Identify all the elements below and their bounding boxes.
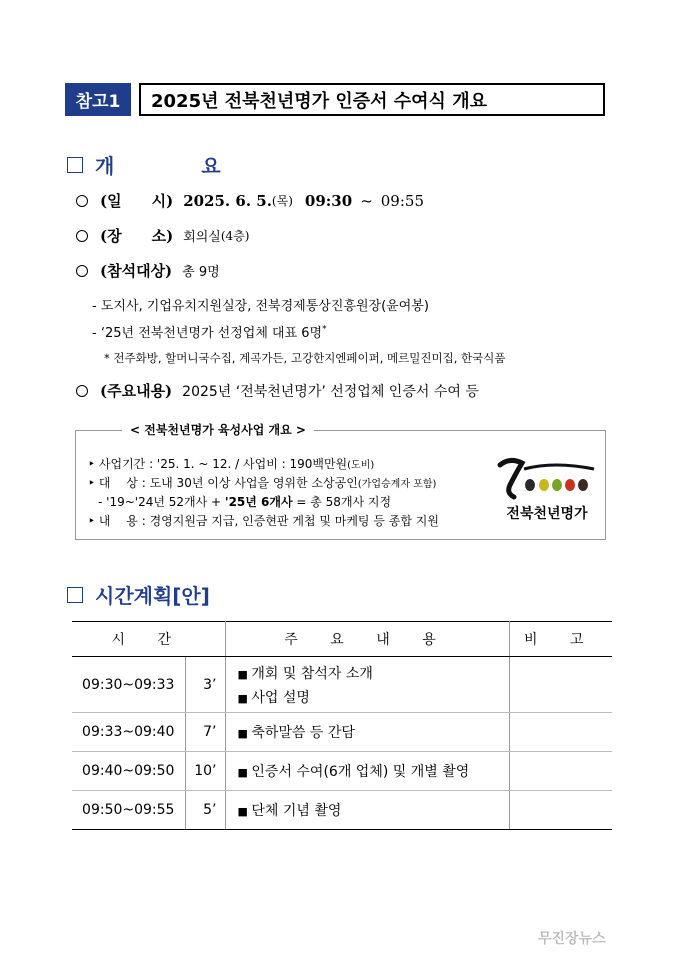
logo-mark-icon: [494, 455, 600, 501]
date-row: (일 시) 2025. 6. 5. (목) 09:30 ~ 09:55: [76, 190, 424, 211]
table-header-row: [72, 622, 612, 657]
jeonbuk-cheonnyeon-logo: [494, 455, 600, 525]
circle-bullet-icon: [76, 230, 88, 242]
info-line-count: - '19~'24년 52개사 + '25년 6개사 = 총 58개사 지정: [98, 495, 392, 509]
overview-heading: 개 요: [67, 150, 261, 179]
circle-bullet-icon: [76, 265, 88, 277]
place-row: (장 소) 회의실 (4층): [76, 225, 249, 246]
info-line-target: ‣ 대 상 : 도내 30년 이상 사업을 영위한 소상공인(가업승계자 포함): [88, 476, 437, 490]
reference-tag: 참고1: [65, 83, 131, 116]
circle-bullet-icon: [76, 385, 88, 397]
attendees-note: * 전주화방, 할머니국수집, 계곡가든, 고강한지엔페이퍼, 메르밀진미집, 한국식품: [104, 351, 506, 365]
info-line-content: ‣ 내 용 : 경영지원금 지급, 인증현판 게첩 및 마케팅 등 종합 지원: [88, 514, 439, 528]
col-note-header: 비 고: [509, 622, 612, 657]
checkbox-square-icon: [67, 157, 83, 173]
document-title: 2025년 전북천년명가 인증서 수여식 개요: [139, 83, 605, 116]
header: [65, 83, 605, 116]
info-box-title: < 전북천년명가 육성사업 개요 >: [122, 421, 314, 438]
attendees-row: (참석대상) 총 9명: [76, 260, 220, 281]
table-row: 09:40~09:50 10’ ■ 인증서 수여(6개 업체) 및 개별 촬영: [72, 752, 612, 791]
table-row: 09:50~09:55 5’ ■ 단체 기념 촬영: [72, 791, 612, 830]
program-info-box: [75, 423, 606, 540]
checkbox-square-icon: [67, 587, 83, 603]
watermark: 무진장뉴스: [538, 931, 606, 947]
col-time-header: 시 간: [72, 622, 225, 657]
attendees-sub2: - ‘25년 전북천년명가 선정업체 대표 6명*: [92, 324, 327, 341]
table-row: 09:33~09:40 7’ ■ 축하말씀 등 간담: [72, 713, 612, 752]
content-row: (주요내용) 2025년 ‘전북천년명가’ 선정업체 인증서 수여 등: [76, 380, 479, 401]
circle-bullet-icon: [76, 195, 88, 207]
schedule-table: [72, 621, 612, 830]
logo-text: 전북천년명가: [506, 506, 588, 522]
attendees-sub1: - 도지사, 기업유치지원실장, 전북경제통상진흥원장(윤여봉): [92, 299, 429, 314]
table-row: 09:30~09:33 3’ ■ 개회 및 참석자 소개 ■ 사업 설명: [72, 657, 612, 713]
schedule-heading: 시간계획[안]: [67, 580, 210, 609]
col-content-header: 주 요 내 용: [225, 622, 509, 657]
info-line-period: ‣ 사업기간 : '25. 1. ~ 12. / 사업비 : 190백만원(도비): [88, 457, 375, 471]
